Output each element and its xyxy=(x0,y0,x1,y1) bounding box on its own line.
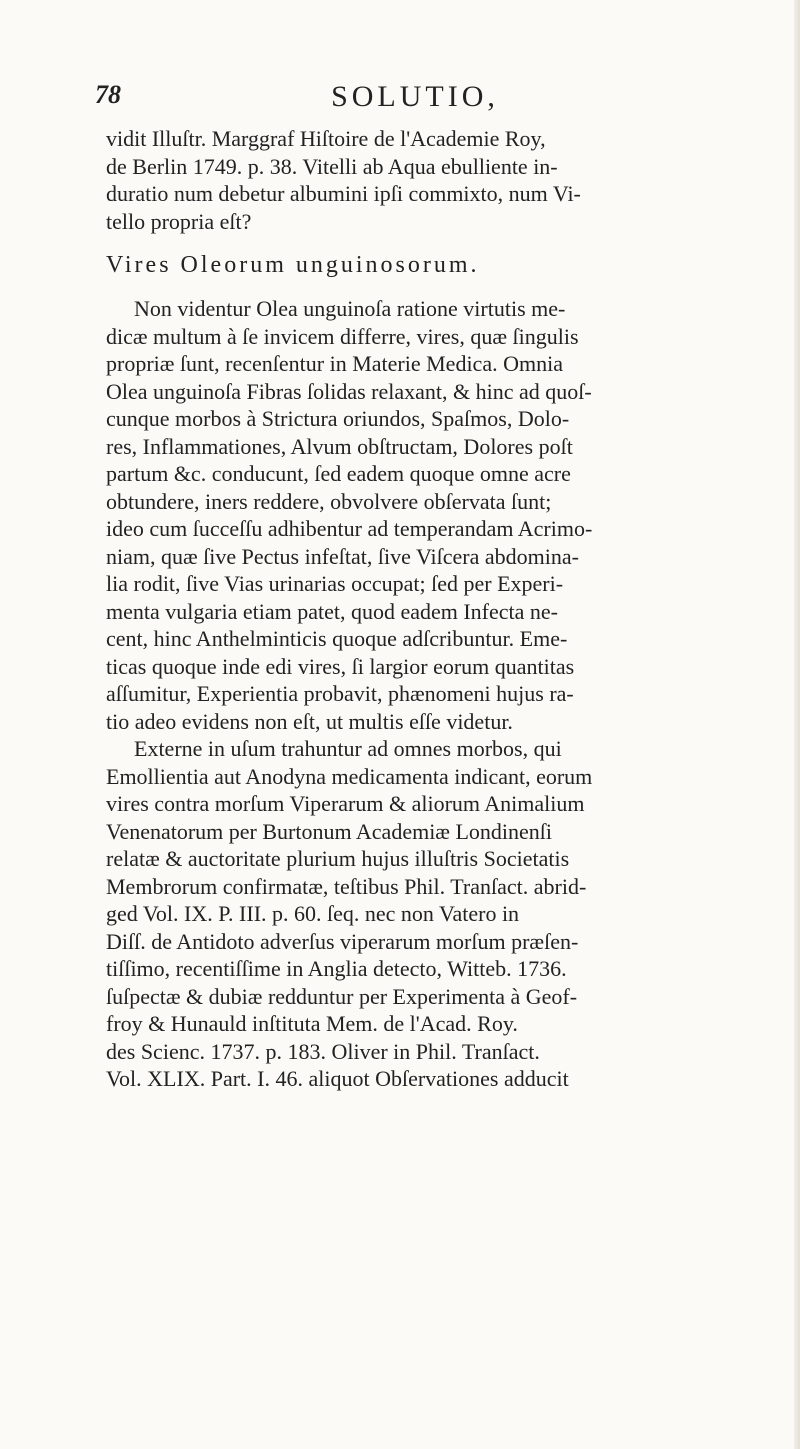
text-line: Externe in uſum trahuntur ad omnes morbos, qui xyxy=(134,736,562,761)
paragraph-3 xyxy=(106,735,766,1093)
text-line: des Scienc. 1737. p. 183. Oliver in Phil. Tranſact. xyxy=(106,1038,540,1064)
text-line: tello propria eſt? xyxy=(106,208,252,234)
text-line: Non videntur Olea unguinoſa ratione virtutis me- xyxy=(134,296,566,321)
text-line: ſuſpectæ & dubiæ redduntur per Experimenta à Geof- xyxy=(106,983,578,1009)
text-line: res, Inflammationes, Alvum obſtructam, Dolores poſt xyxy=(106,433,573,459)
text-line: Vol. XLIX. Part. I. 46. aliquot Obſervationes adducit xyxy=(106,1066,569,1091)
text-line: aſſumitur, Experientia probavit, phænomeni hujus ra- xyxy=(106,681,574,706)
paragraph-1 xyxy=(106,125,766,235)
text-line: dicæ multum à ſe invicem differre, vires, quæ ſingulis xyxy=(106,323,579,349)
text-line: Emollientia aut Anodyna medicamenta indicant, eorum xyxy=(106,763,593,789)
text-line: ideo cum ſucceſſu adhibentur ad temperandam Acrimo- xyxy=(106,516,593,541)
text-line: tio adeo evidens non eſt, ut multis eſſe videtur. xyxy=(106,708,513,734)
text-line: vidit Illuſtr. Marggraf Hiſtoire de l'Academie Roy, xyxy=(106,126,546,151)
paragraph-2 xyxy=(106,295,766,735)
text-line: cunque morbos à Strictura oriundos, Spaſmos, Dolo- xyxy=(106,406,570,431)
text-line: Membrorum confirmatæ, teſtibus Phil. Tranſact. abrid- xyxy=(106,873,587,899)
text-line: ticas quoque inde edi vires, ſi largior eorum quantitas xyxy=(106,653,575,679)
text-line: partum &c. conducunt, ſed eadem quoque omne acre xyxy=(106,461,571,486)
text-line: ged Vol. IX. P. III. p. 60. ſeq. nec non Vatero in xyxy=(106,901,520,926)
text-line: menta vulgaria etiam patet, quod eadem Infecta ne- xyxy=(106,598,559,624)
running-head: SOLUTIO, xyxy=(331,80,499,113)
page-edge xyxy=(794,0,800,1449)
text-line: Venenatorum per Burtonum Academiæ Londinenſi xyxy=(106,818,553,844)
text-line: tiſſimo, recentiſſime in Anglia detecto, Witteb. 1736. xyxy=(106,956,567,981)
text-body xyxy=(106,125,766,1093)
text-line: cent, hinc Anthelminticis quoque adſcribuntur. Eme- xyxy=(106,626,568,651)
section-heading: Vires Oleorum unguinosorum. xyxy=(106,252,480,278)
text-line: vires contra morſum Viperarum & aliorum Animalium xyxy=(106,791,585,816)
text-line: de Berlin 1749. p. 38. Vitelli ab Aqua ebulliente in- xyxy=(106,153,558,179)
text-line: obtundere, iners reddere, obvolvere obſervata ſunt; xyxy=(106,488,552,514)
text-line: duratio num debetur albumini ipſi commixto, num Vi- xyxy=(106,181,581,206)
text-line: Diſſ. de Antidoto adverſus viperarum morſum præſen- xyxy=(106,928,579,954)
page-header xyxy=(95,80,735,120)
text-line: lia rodit, ſive Vias urinarias occupat; ſed per Experi- xyxy=(106,571,564,596)
text-line: froy & Hunauld inſtituta Mem. de l'Acad. Roy. xyxy=(106,1011,518,1036)
text-line: niam, quæ ſive Pectus infeſtat, ſive Viſcera abdomina- xyxy=(106,543,579,569)
text-line: propriæ ſunt, recenſentur in Materie Medica. Omnia xyxy=(106,351,563,376)
text-line: relatæ & auctoritate plurium hujus illuſtris Societatis xyxy=(106,846,570,871)
text-line: Olea unguinoſa Fibras ſolidas relaxant, & hinc ad quoſ- xyxy=(106,378,592,404)
page-number: 78 xyxy=(95,80,121,109)
